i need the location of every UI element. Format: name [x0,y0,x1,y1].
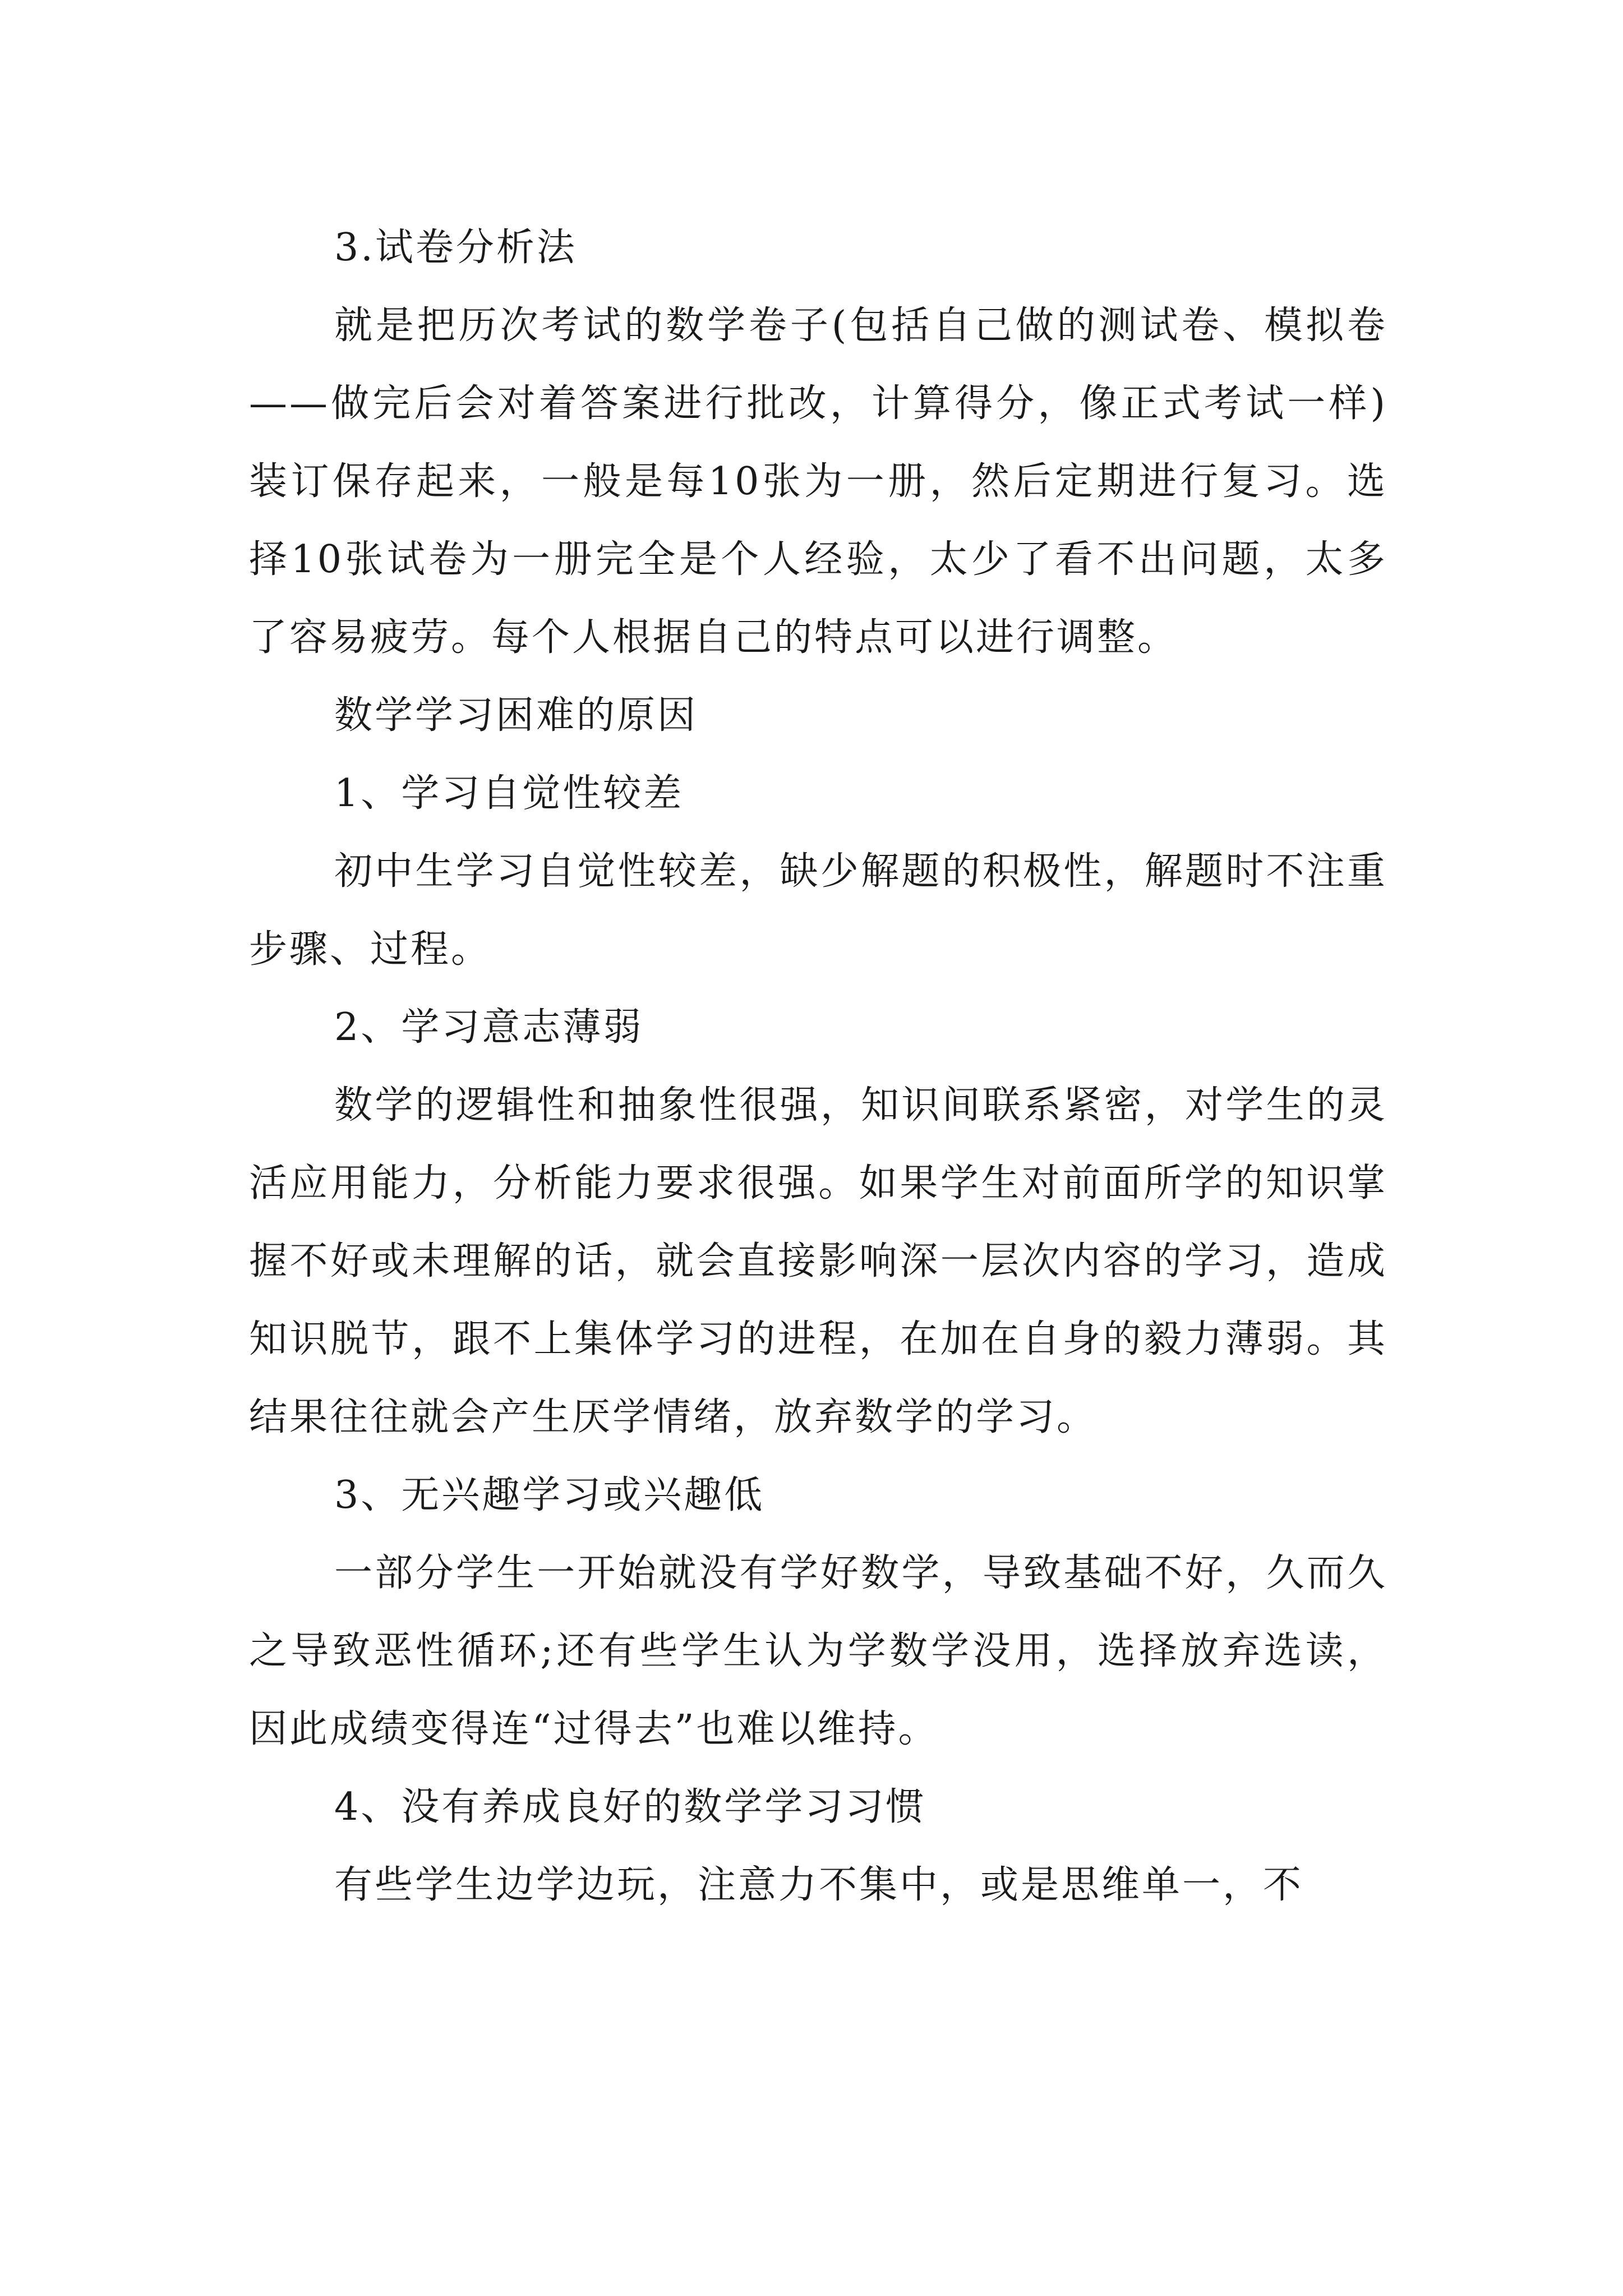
paragraph-exam-analysis: 就是把历次考试的数学卷子(包括自己做的测试卷、模拟卷——做完后会对着答案进行批改，计算得分，像正式考试一样)装订保存起来，一般是每10张为一册，然后定期进行复习。选择10张试卷为一册完全是个人经验，太少了看不出问题，太多了容易疲劳。每个人根据自己的特点可以进行调整。 [249,303,1387,660]
subheading-self-discipline: 1、学习自觉性较差 [334,771,684,816]
section-heading-exam-analysis: 3.试卷分析法 [334,226,577,270]
section-heading-difficulty-causes: 数学学习困难的原因 [334,693,698,738]
subheading-weak-willpower: 2、学习意志薄弱 [334,1005,644,1050]
subheading-study-habits: 4、没有养成良好的数学学习习惯 [334,1785,926,1829]
subheading-low-interest: 3、无兴趣学习或兴趣低 [334,1473,765,1517]
document-body [249,209,1387,1924]
paragraph-low-interest: 一部分学生一开始就没有学好数学，导致基础不好，久而久之导致恶性循环;还有些学生认为学数学没用，选择放弃选读，因此成绩变得连“过得去”也难以维持。 [249,1551,1387,1751]
paragraph-study-habits: 有些学生边学边玩，注意力不集中，或是思维单一，不 [334,1863,1304,1907]
paragraph-self-discipline: 初中生学习自觉性较差，缺少解题的积极性，解题时不注重步骤、过程。 [249,849,1387,972]
paragraph-weak-willpower: 数学的逻辑性和抽象性很强，知识间联系紧密，对学生的灵活应用能力，分析能力要求很强。如果学生对前面所学的知识掌握不好或未理解的话，就会直接影响深一层次内容的学习，造成知识脱节，跟不上集体学习的进程，在加在自身的毅力薄弱。其结果往往就会产生厌学情绪，放弃数学的学习。 [249,1083,1387,1439]
